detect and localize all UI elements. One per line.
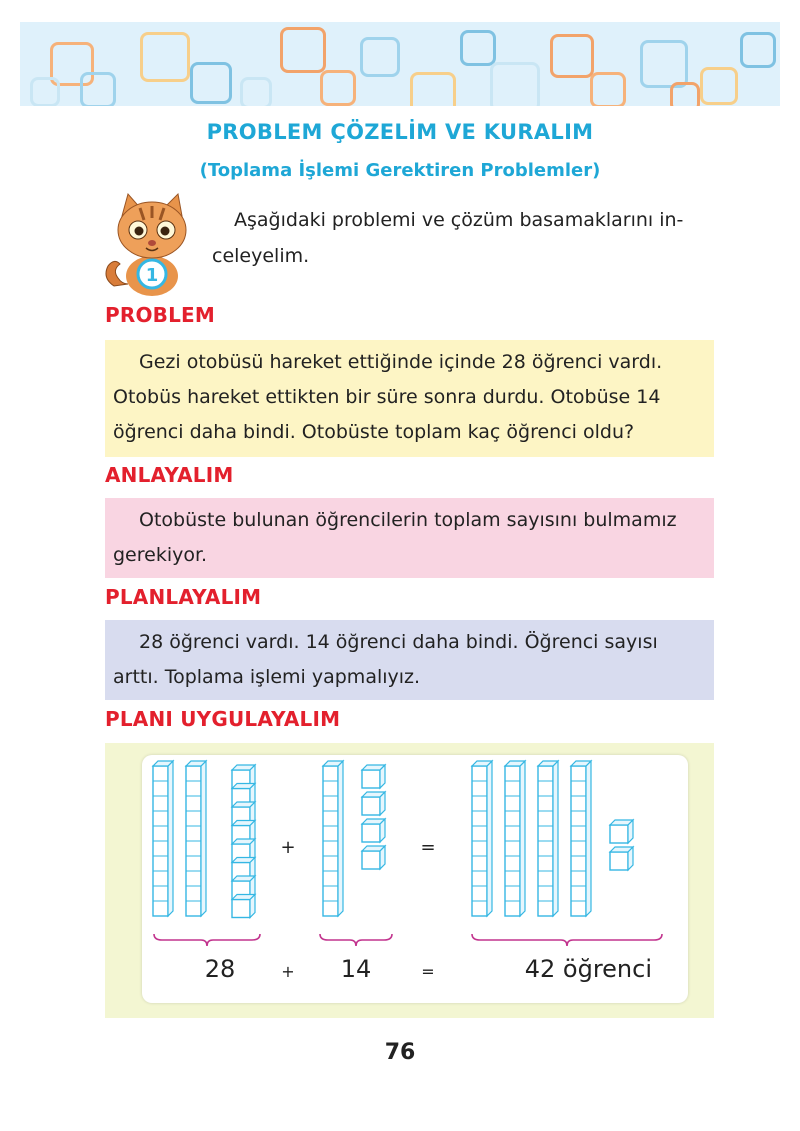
problem-line: öğrenci daha bindi. Otobüste toplam kaç öğrenci oldu?	[113, 421, 635, 443]
ten-rod	[323, 761, 343, 916]
base-ten-blocks-illustration	[142, 755, 688, 1003]
decorative-square-icon	[490, 62, 540, 106]
page-title: PROBLEM ÇÖZELİM VE KURALIM	[206, 120, 594, 144]
intro-text	[212, 202, 712, 274]
page-number: 76	[384, 1040, 416, 1065]
addend-2-value: 14	[340, 955, 372, 983]
solution-panel	[105, 743, 714, 1018]
decorative-square-icon	[550, 34, 594, 78]
decorative-square-icon	[700, 67, 738, 105]
problem-line: Otobüs hareket ettikten bir süre sonra durdu. Otobüse 14	[113, 386, 661, 408]
ten-rod	[472, 761, 492, 916]
plus-sign: +	[281, 962, 295, 981]
decorative-square-icon	[410, 72, 456, 106]
decorative-square-icon	[590, 72, 626, 106]
decorative-banner	[20, 22, 780, 106]
curly-brace	[320, 934, 392, 946]
ten-rod	[505, 761, 525, 916]
intro-line: celeyelim.	[212, 245, 310, 267]
plan-label: PLANLAYALIM	[105, 585, 262, 609]
decorative-square-icon	[80, 72, 116, 106]
plan-box	[105, 620, 714, 700]
problem-box	[105, 340, 714, 457]
curly-brace	[154, 934, 260, 946]
decorative-square-icon	[740, 32, 776, 68]
decorative-square-icon	[190, 62, 232, 104]
decorative-square-icon	[140, 32, 190, 82]
decorative-square-icon	[640, 40, 688, 88]
decorative-square-icon	[320, 70, 356, 106]
decorative-square-icon	[360, 37, 400, 77]
one-cube	[610, 847, 633, 870]
plan-line: arttı. Toplama işlemi yapmalıyız.	[113, 666, 421, 688]
decorative-square-icon	[30, 77, 60, 106]
mascot-number: 1	[145, 265, 159, 286]
one-cube	[232, 895, 255, 918]
ten-rod	[153, 761, 173, 916]
curly-brace	[472, 934, 662, 946]
ten-rod	[186, 761, 206, 916]
plan-line: 28 öğrenci vardı. 14 öğrenci daha bindi. Öğrenci sayısı	[139, 631, 658, 653]
problem-label: PROBLEM	[105, 303, 216, 327]
decorative-square-icon	[240, 77, 272, 106]
equals-sign: =	[421, 962, 435, 981]
base-ten-blocks-card	[142, 755, 688, 1003]
equals-sign: =	[420, 837, 436, 858]
one-cube	[362, 792, 385, 815]
plus-sign: +	[280, 837, 296, 858]
one-cube	[362, 765, 385, 788]
page-subtitle: (Toplama İşlemi Gerektiren Problemler)	[199, 160, 601, 181]
intro-line: Aşağıdaki problemi ve çözüm basamaklarını in-	[234, 209, 684, 231]
understand-line: Otobüste bulunan öğrencilerin toplam sayısını bulmamız	[139, 509, 677, 531]
decorative-square-icon	[280, 27, 326, 73]
cat-mascot-icon	[100, 188, 200, 298]
understand-box	[105, 498, 714, 578]
one-cube	[362, 819, 385, 842]
sum-value: 42 öğrenci	[524, 955, 652, 983]
understand-label: ANLAYALIM	[105, 463, 234, 487]
decorative-square-icon	[460, 30, 496, 66]
one-cube	[362, 846, 385, 869]
apply-label: PLANI UYGULAYALIM	[105, 707, 341, 731]
decorative-square-icon	[670, 82, 700, 106]
ten-rod	[538, 761, 558, 916]
ten-rod	[571, 761, 591, 916]
problem-line: Gezi otobüsü hareket ettiğinde içinde 28 öğrenci vardı.	[139, 351, 663, 373]
one-cube	[610, 820, 633, 843]
addend-1-value: 28	[204, 955, 236, 983]
understand-line: gerekiyor.	[113, 544, 208, 566]
